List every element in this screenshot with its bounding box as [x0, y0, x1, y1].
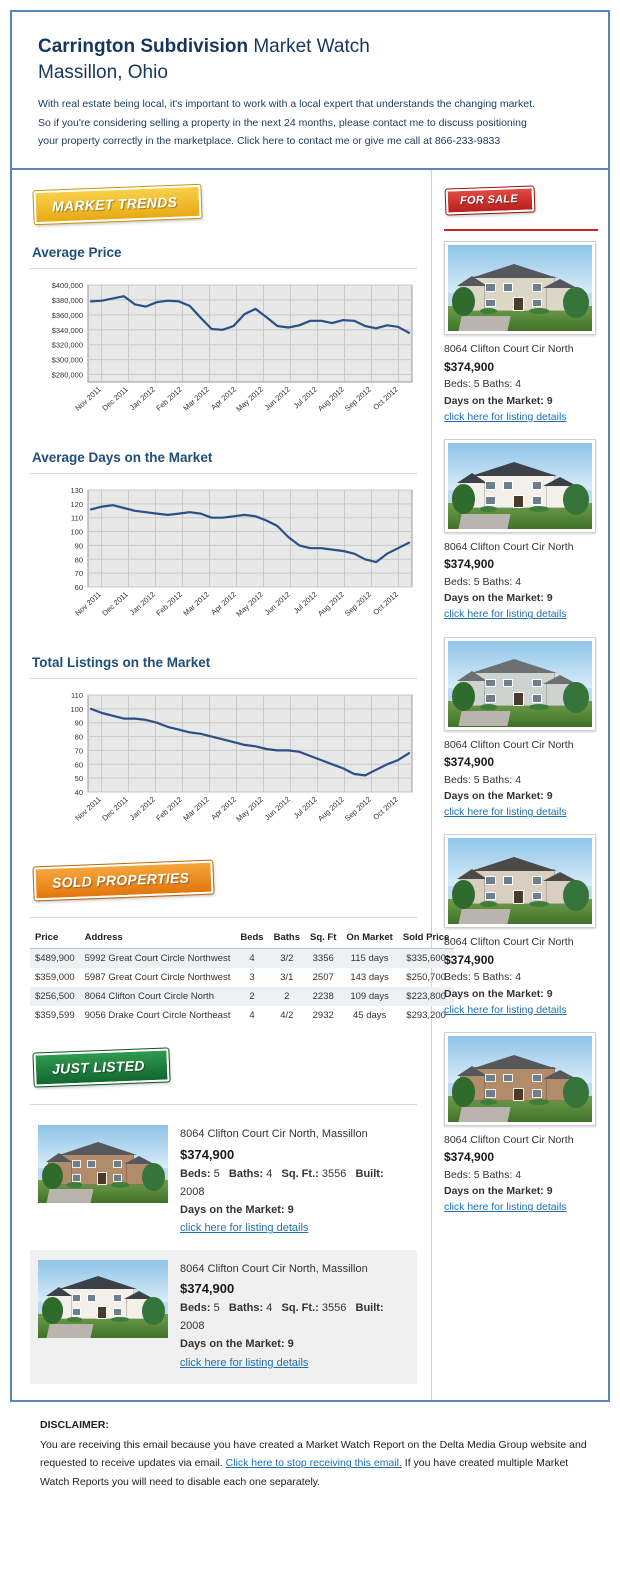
- for-sale-address: 8064 Clifton Court Cir North: [444, 738, 574, 751]
- sold-baths: 2: [284, 991, 290, 1003]
- sold-baths: 3/1: [280, 972, 294, 984]
- for-sale-card: [444, 637, 598, 821]
- listing-price: $374,900: [180, 1146, 235, 1162]
- svg-text:Aug 2012: Aug 2012: [315, 385, 346, 414]
- disclaimer-text-2: to receive updates via email.: [89, 1457, 226, 1470]
- for-sale-meta: [444, 539, 598, 623]
- listing-thumbnail[interactable]: [38, 1125, 168, 1203]
- average-dom-plot: [30, 484, 420, 639]
- svg-text:Jan 2012: Jan 2012: [127, 795, 157, 823]
- column-header: Price: [30, 928, 80, 949]
- disclaimer-text-1: You are receiving this email because you have created a Market Watch Report on the Delta Media Group website and requested: [40, 1439, 587, 1470]
- disclaimer: [10, 1402, 610, 1514]
- sold-price-list: $359,599: [35, 1010, 75, 1022]
- sold-sqft: 2238: [312, 991, 334, 1003]
- blurb-line-3: your property correctly in the marketplace. Click here to contact me or give me call at 866-233-9833: [38, 135, 501, 148]
- house-photo: [448, 1036, 592, 1122]
- svg-text:Dec 2011: Dec 2011: [100, 795, 130, 824]
- email-frame: [10, 10, 610, 1402]
- table-row: [30, 968, 454, 987]
- svg-text:Dec 2011: Dec 2011: [100, 590, 130, 619]
- listing-specs: [180, 1299, 409, 1335]
- for-sale-price: $374,900: [444, 359, 495, 374]
- sold-price: $335,600: [406, 953, 446, 965]
- listing-details-link[interactable]: click here for listing details: [180, 1222, 309, 1235]
- listing-info: [180, 1125, 409, 1237]
- for-sale-days-on-market: Days on the Market: 9: [444, 987, 553, 1000]
- svg-text:Jun 2012: Jun 2012: [262, 795, 292, 823]
- for-sale-days-on-market: Days on the Market: 9: [444, 1185, 553, 1198]
- svg-text:90: 90: [74, 541, 83, 551]
- svg-text:$280,000: $280,000: [51, 370, 83, 380]
- divider: [30, 678, 417, 679]
- listing-details-link[interactable]: click here for listing details: [180, 1356, 309, 1369]
- for-sale-price: $374,900: [444, 1150, 495, 1165]
- baths-label: Baths:: [228, 1167, 264, 1180]
- for-sale-address: 8064 Clifton Court Cir North: [444, 343, 574, 356]
- sqft-value: 3556: [321, 1167, 347, 1180]
- column-header: Beds: [235, 928, 268, 949]
- average-price-plot: [30, 279, 420, 434]
- svg-text:Jan 2012: Jan 2012: [127, 590, 157, 618]
- svg-text:Sep 2012: Sep 2012: [342, 590, 373, 619]
- for-sale-photo[interactable]: [444, 834, 596, 928]
- svg-text:100: 100: [70, 527, 83, 537]
- svg-text:100: 100: [70, 705, 83, 715]
- svg-text:$360,000: $360,000: [51, 311, 83, 321]
- baths-value: 4: [266, 1167, 273, 1180]
- svg-text:60: 60: [74, 760, 83, 770]
- for-sale-details-link[interactable]: click here for listing details: [444, 1201, 567, 1214]
- sold-baths: 4/2: [280, 1010, 294, 1022]
- svg-text:Feb 2012: Feb 2012: [154, 385, 184, 414]
- listing-specs: [180, 1165, 409, 1201]
- svg-text:$300,000: $300,000: [51, 356, 83, 366]
- listing-address: 8064 Clifton Court Cir North, Massillon: [180, 1128, 368, 1141]
- header: [12, 12, 608, 170]
- svg-text:70: 70: [74, 746, 83, 756]
- for-sale-beds-baths: Beds: 5 Baths: 4: [444, 575, 522, 588]
- for-sale-divider: [444, 229, 598, 231]
- svg-text:90: 90: [74, 719, 83, 729]
- blurb-line-2: So if you're considering selling a property in the next 24 months, please contact me to discuss positioning: [38, 116, 527, 129]
- svg-text:Mar 2012: Mar 2012: [181, 590, 211, 619]
- svg-text:Dec 2011: Dec 2011: [100, 385, 130, 414]
- svg-text:Jul 2012: Jul 2012: [291, 590, 319, 616]
- svg-text:Feb 2012: Feb 2012: [154, 590, 184, 619]
- house-photo: [38, 1260, 168, 1338]
- for-sale-card: [444, 241, 598, 425]
- sold-baths: 3/2: [280, 953, 294, 965]
- for-sale-card: [444, 439, 598, 623]
- table-row: [30, 949, 454, 969]
- sold-on-market: 109 days: [350, 991, 389, 1003]
- beds-label: Beds:: [180, 1167, 211, 1180]
- for-sale-photo[interactable]: [444, 439, 596, 533]
- svg-text:60: 60: [74, 583, 83, 593]
- for-sale-ribbon: FOR SALE: [446, 187, 535, 215]
- disclaimer-heading: DISCLAIMER:: [40, 1418, 109, 1431]
- svg-text:Sep 2012: Sep 2012: [342, 385, 373, 414]
- for-sale-address: 8064 Clifton Court Cir North: [444, 541, 574, 554]
- sold-beds: 4: [249, 953, 255, 965]
- svg-text:May 2012: May 2012: [234, 590, 265, 619]
- built-label: Built:: [355, 1167, 384, 1180]
- svg-text:Jun 2012: Jun 2012: [262, 590, 292, 618]
- svg-text:Apr 2012: Apr 2012: [209, 385, 238, 413]
- main-column: [12, 170, 450, 1399]
- svg-text:Sep 2012: Sep 2012: [342, 795, 373, 824]
- svg-text:Mar 2012: Mar 2012: [181, 795, 211, 824]
- for-sale-beds-baths: Beds: 5 Baths: 4: [444, 971, 522, 984]
- svg-text:40: 40: [74, 788, 83, 798]
- sold-price: $293,200: [406, 1010, 446, 1022]
- sold-sqft: 2932: [312, 1010, 334, 1022]
- for-sale-list: [444, 241, 598, 1215]
- svg-text:Apr 2012: Apr 2012: [209, 590, 238, 618]
- sold-price-list: $256,500: [35, 991, 75, 1003]
- svg-text:110: 110: [71, 514, 83, 524]
- page-title: [38, 34, 582, 85]
- for-sale-card: [444, 834, 598, 1018]
- listing-address: 8064 Clifton Court Cir North, Massillon: [180, 1262, 368, 1275]
- for-sale-column: [432, 170, 608, 1399]
- average-price-title: Average Price: [32, 245, 122, 261]
- svg-text:Apr 2012: Apr 2012: [209, 795, 238, 823]
- sold-sqft: 3356: [312, 953, 334, 965]
- for-sale-days-on-market: Days on the Market: 9: [444, 789, 553, 802]
- for-sale-price: $374,900: [444, 557, 495, 572]
- house-photo: [448, 641, 592, 727]
- sold-price: $250,700: [406, 972, 446, 984]
- title-location: Massillon, Ohio: [38, 61, 168, 83]
- built-value: 2008: [180, 1186, 205, 1199]
- svg-text:Jan 2012: Jan 2012: [127, 385, 157, 413]
- sold-beds: 4: [249, 1010, 255, 1022]
- for-sale-beds-baths: Beds: 5 Baths: 4: [444, 773, 522, 786]
- beds-value: 5: [213, 1167, 220, 1180]
- for-sale-days-on-market: Days on the Market: 9: [444, 394, 553, 407]
- sold-on-market: 115 days: [350, 953, 389, 965]
- for-sale-details-link[interactable]: click here for listing details: [444, 806, 567, 819]
- for-sale-meta: [444, 1132, 598, 1216]
- svg-text:Aug 2012: Aug 2012: [315, 590, 346, 619]
- just-listed-ribbon: JUST LISTED: [33, 1049, 169, 1087]
- for-sale-meta: [444, 341, 598, 425]
- sold-on-market: 143 days: [350, 972, 389, 984]
- svg-text:80: 80: [74, 732, 83, 742]
- header-blurb: [38, 95, 568, 150]
- column-header: Address: [80, 928, 236, 949]
- svg-text:Mar 2012: Mar 2012: [181, 385, 211, 414]
- sold-beds: 2: [249, 991, 255, 1003]
- sold-properties-table: [30, 928, 454, 1025]
- column-header: Baths: [269, 928, 305, 949]
- sold-on-market: 45 days: [352, 1010, 387, 1022]
- built-value: 2008: [180, 1320, 205, 1333]
- disclaimer-text-3: If you have created multiple Market Watch Reports you will: [40, 1457, 569, 1488]
- svg-text:Jul 2012: Jul 2012: [291, 385, 319, 411]
- sqft-label: Sq. Ft.:: [281, 1167, 319, 1180]
- for-sale-beds-baths: Beds: 5 Baths: 4: [444, 1168, 522, 1181]
- beds-value: 5: [213, 1302, 220, 1315]
- column-header: On Market: [341, 928, 397, 949]
- built-label: Built:: [355, 1302, 384, 1315]
- baths-label: Baths:: [228, 1302, 264, 1315]
- svg-text:130: 130: [70, 486, 83, 496]
- divider: [30, 268, 417, 269]
- listing-info: [180, 1260, 409, 1372]
- sold-price-list: $359,000: [35, 972, 75, 984]
- svg-text:120: 120: [70, 500, 83, 510]
- average-dom-title: Average Days on the Market: [32, 450, 213, 466]
- just-listed-item: [30, 1250, 417, 1384]
- svg-text:Oct 2012: Oct 2012: [371, 795, 400, 823]
- market-trends-ribbon: MARKET TRENDS: [33, 185, 201, 224]
- just-listed-item: [30, 1115, 417, 1249]
- for-sale-details-link[interactable]: click here for listing details: [444, 410, 567, 423]
- table-header-row: [30, 928, 454, 949]
- column-header: Sold Price: [398, 928, 454, 949]
- column-header: Sq. Ft: [305, 928, 341, 949]
- listing-days-on-market: Days on the Market: 9: [180, 1204, 294, 1217]
- sold-address: 5987 Great Court Circle Northwest: [84, 972, 231, 984]
- table-row: [30, 1006, 454, 1025]
- disclaimer-text-4: need to disable each one separately.: [149, 1475, 321, 1488]
- sold-properties-ribbon: SOLD PROPERTIES: [33, 861, 213, 901]
- svg-text:Feb 2012: Feb 2012: [154, 795, 184, 824]
- average-price-chart: [30, 245, 417, 434]
- listing-thumbnail[interactable]: [38, 1260, 168, 1338]
- svg-text:Jul 2012: Jul 2012: [291, 795, 319, 821]
- for-sale-days-on-market: Days on the Market: 9: [444, 592, 553, 605]
- svg-text:70: 70: [74, 569, 83, 579]
- svg-text:Oct 2012: Oct 2012: [371, 590, 400, 618]
- for-sale-photo[interactable]: [444, 241, 596, 335]
- svg-text:$340,000: $340,000: [51, 326, 83, 336]
- svg-text:Nov 2011: Nov 2011: [73, 795, 103, 824]
- for-sale-meta: [444, 934, 598, 1018]
- total-listings-title: Total Listings on the Market: [32, 655, 211, 671]
- sold-address: 8064 Clifton Court Circle North: [84, 991, 214, 1003]
- baths-value: 4: [266, 1302, 273, 1315]
- sold-price-list: $489,900: [35, 953, 75, 965]
- body: [12, 170, 608, 1399]
- divider: [30, 473, 417, 474]
- house-photo: [448, 245, 592, 331]
- title-subdivision: Carrington Subdivision: [38, 36, 249, 57]
- svg-text:Nov 2011: Nov 2011: [73, 590, 103, 619]
- house-photo: [448, 443, 592, 529]
- listing-price: $374,900: [180, 1280, 235, 1296]
- divider: [30, 1104, 417, 1105]
- svg-text:Nov 2011: Nov 2011: [73, 385, 103, 414]
- blurb-line-1: With real estate being local, it's important to work with a local expert that understands the changing market.: [38, 98, 535, 111]
- svg-text:$320,000: $320,000: [51, 341, 83, 351]
- for-sale-meta: [444, 737, 598, 821]
- for-sale-details-link[interactable]: click here for listing details: [444, 608, 567, 621]
- average-dom-chart: [30, 450, 417, 639]
- for-sale-price: $374,900: [444, 952, 495, 967]
- svg-text:50: 50: [74, 774, 83, 784]
- svg-text:80: 80: [74, 555, 83, 565]
- sold-address: 5992 Great Court Circle Northwest: [84, 953, 231, 965]
- for-sale-address: 8064 Clifton Court Cir North: [444, 936, 574, 949]
- title-rest: Market Watch: [248, 36, 370, 57]
- house-photo: [448, 838, 592, 924]
- table-row: [30, 987, 454, 1006]
- svg-text:Aug 2012: Aug 2012: [315, 795, 346, 824]
- sold-beds: 3: [249, 972, 255, 984]
- divider: [30, 917, 417, 918]
- sold-address: 9056 Drake Court Circle Northeast: [84, 1010, 231, 1022]
- sold-price: $223,800: [406, 991, 446, 1003]
- svg-text:110: 110: [71, 691, 83, 701]
- svg-text:$400,000: $400,000: [51, 281, 83, 291]
- svg-text:Jun 2012: Jun 2012: [262, 385, 292, 413]
- for-sale-details-link[interactable]: click here for listing details: [444, 1003, 567, 1016]
- house-photo: [38, 1125, 168, 1203]
- for-sale-card: [444, 1032, 598, 1216]
- beds-label: Beds:: [180, 1302, 211, 1315]
- just-listed-list: [30, 1115, 417, 1383]
- sqft-label: Sq. Ft.:: [281, 1302, 319, 1315]
- svg-text:Oct 2012: Oct 2012: [371, 385, 400, 413]
- total-listings-chart: [30, 655, 417, 844]
- svg-text:May 2012: May 2012: [234, 795, 265, 824]
- for-sale-beds-baths: Beds: 5 Baths: 4: [444, 378, 522, 391]
- listing-days-on-market: Days on the Market: 9: [180, 1338, 294, 1351]
- total-listings-plot: [30, 689, 420, 844]
- sqft-value: 3556: [321, 1302, 347, 1315]
- for-sale-price: $374,900: [444, 754, 495, 769]
- svg-text:$380,000: $380,000: [51, 296, 83, 306]
- svg-text:May 2012: May 2012: [234, 385, 265, 414]
- unsubscribe-link[interactable]: Click here to stop receiving this email.: [225, 1457, 402, 1470]
- for-sale-address: 8064 Clifton Court Cir North: [444, 1134, 574, 1147]
- sold-sqft: 2507: [312, 972, 334, 984]
- for-sale-photo[interactable]: [444, 637, 596, 731]
- for-sale-photo[interactable]: [444, 1032, 596, 1126]
